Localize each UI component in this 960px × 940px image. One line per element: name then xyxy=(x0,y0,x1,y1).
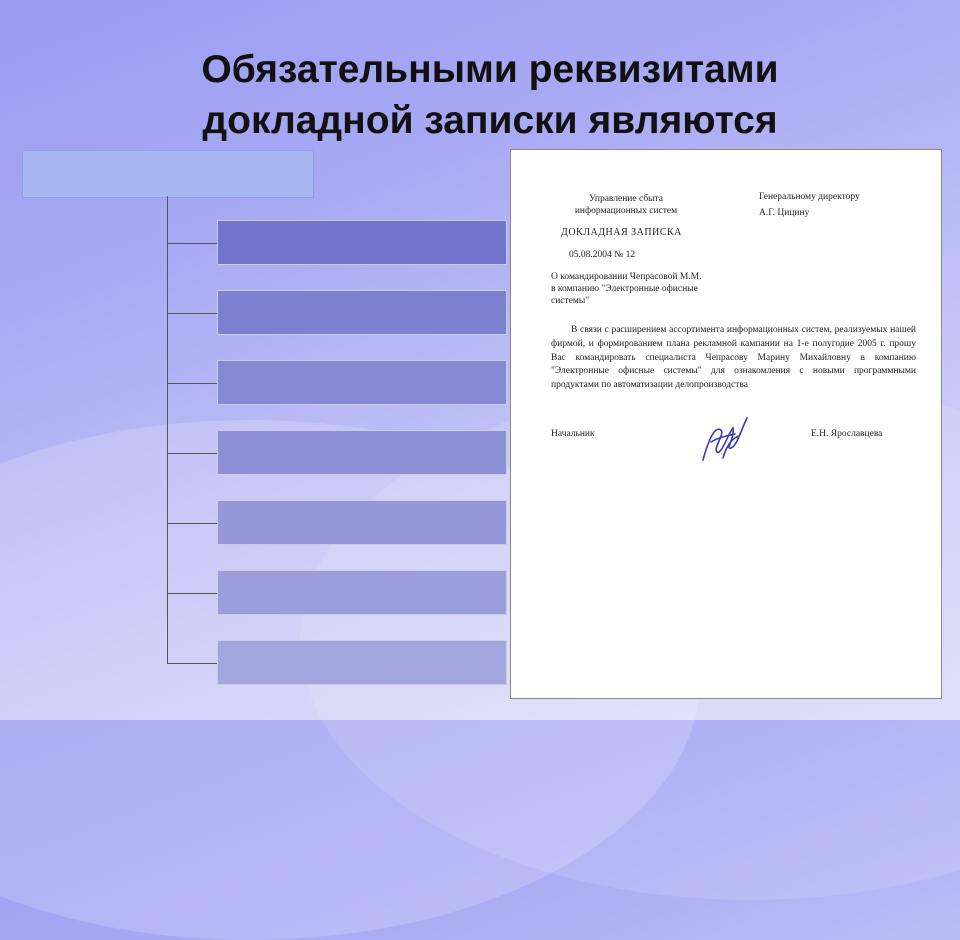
slide-title-line: Обязательными реквизитами xyxy=(201,48,779,91)
memo-department-line: Управление сбыта xyxy=(588,194,664,204)
memo-subject-line: в компанию "Электронные офисные xyxy=(551,284,698,294)
diagram-connector-horizontal xyxy=(167,243,217,244)
diagram-connector-horizontal xyxy=(167,383,217,384)
diagram-connector-horizontal xyxy=(167,593,217,594)
memo-date-number: 05.08.2004 № 12 xyxy=(569,250,636,260)
diagram-child-box xyxy=(217,290,507,335)
diagram-child-box xyxy=(217,570,507,615)
diagram-child-box xyxy=(217,360,507,405)
memo-addressee-line: Генеральному директору xyxy=(759,192,860,202)
memo-body: В связи с расширением ассортимента информационных систем, реализуемых нашей фирмой, и формированием плана рекламной кампании на 1-е полугодие 2005 г. прошу Вас командировать специалиста Чепрасову Марину Михайловну в компанию "Электронные офисные системы" для ознакомления с новыми программными продуктами по автоматизации делопроизводства xyxy=(551,325,916,391)
memo-doc-type: ДОКЛАДНАЯ ЗАПИСКА xyxy=(561,227,682,238)
diagram-connector-horizontal xyxy=(167,523,217,524)
memo-subject-line: О командировании Чепрасовой М.М. xyxy=(551,272,702,282)
diagram-child-box xyxy=(217,220,507,265)
diagram-connector-horizontal xyxy=(167,663,217,664)
signature-icon xyxy=(695,408,755,468)
memo-department-line: информационных систем xyxy=(574,206,678,216)
memo-department xyxy=(561,193,691,217)
diagram-child-box xyxy=(217,500,507,545)
diagram-root-box xyxy=(22,150,314,198)
memo-addressee-line: А.Г. Цицину xyxy=(759,208,810,218)
memo-signer-name: Е.Н. Ярославцева xyxy=(811,429,883,439)
slide-title-line: докладной записки являются xyxy=(202,99,778,142)
memo-addressee xyxy=(759,191,860,219)
diagram-connector-horizontal xyxy=(167,313,217,314)
memo-signer-position: Начальник xyxy=(551,429,595,439)
memo-subject-line: системы" xyxy=(551,296,590,306)
diagram-child-box xyxy=(217,430,507,475)
diagram-connector-horizontal xyxy=(167,453,217,454)
slide-title xyxy=(140,44,840,146)
diagram-child-box xyxy=(217,640,507,685)
memo-document xyxy=(510,149,942,699)
memo-subject xyxy=(551,271,702,307)
